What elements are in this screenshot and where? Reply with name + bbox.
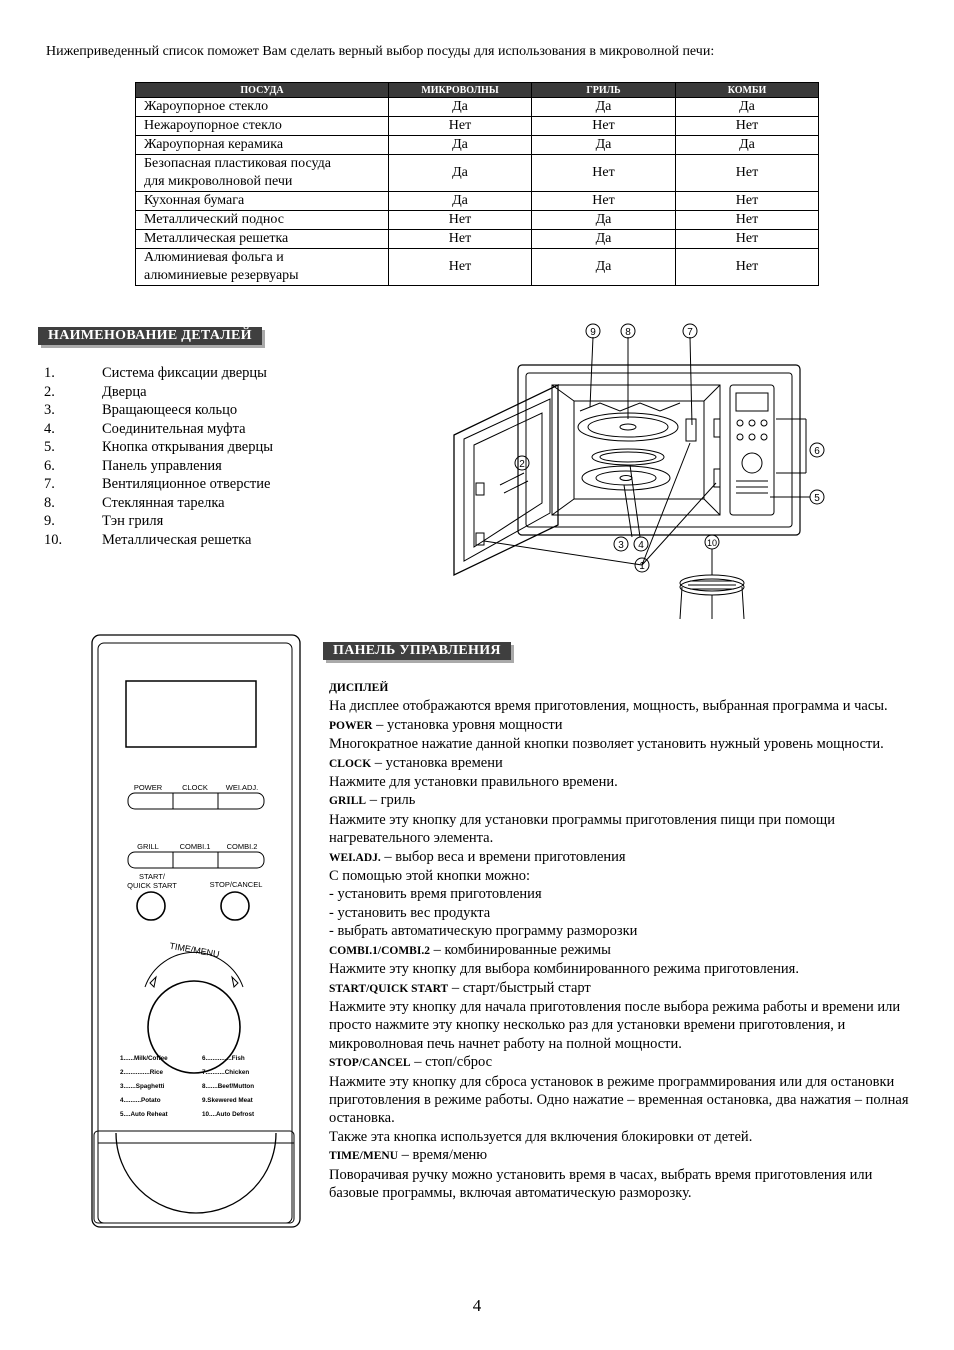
item-number: 7. [44, 476, 55, 492]
item-label: Вращающееся кольцо [102, 402, 238, 418]
item-label: Вентиляционное отверстие [102, 476, 271, 492]
col-header: КОМБИ [676, 83, 819, 98]
col-header: ПОСУДА [136, 83, 389, 98]
section-title: STOP/CANCEL – стоп/сброс [329, 1054, 493, 1071]
program-item: 1......Milk/Coffee [120, 1055, 168, 1062]
section-title: COMBI.1/COMBI.2 – комбинированные режимы [329, 941, 611, 958]
svg-text:4: 4 [638, 540, 644, 551]
item-label: Кнопка открывания дверцы [102, 439, 273, 455]
item-number: 2. [44, 383, 55, 400]
cell-ware: Металлическая решетка [136, 230, 389, 249]
section-title: WEI.ADJ. – выбор веса и времени приготовления [329, 848, 626, 865]
list-item [44, 494, 273, 513]
cell-ware: Жароупорная керамика [136, 136, 389, 155]
table-row [136, 98, 819, 117]
cell-ware-line: Безопасная пластиковая посуда [144, 156, 331, 171]
section-text: Нажмите эту кнопку для выбора комбинированного режима приготовления. [329, 961, 799, 978]
item-label: Дверца [102, 383, 147, 400]
svg-text:6: 6 [814, 446, 820, 457]
parts-list [44, 364, 273, 549]
table-header-row [136, 83, 819, 98]
cell-combi: Нет [676, 230, 819, 249]
list-item [44, 531, 273, 550]
svg-text:7: 7 [687, 327, 693, 338]
microwave-diagram [440, 315, 840, 625]
table-row [136, 249, 819, 286]
svg-text:1: 1 [639, 561, 645, 572]
program-item: 7...........Chicken [202, 1069, 250, 1076]
cell-combi: Нет [676, 155, 819, 192]
list-item [44, 475, 273, 494]
item-label: Система фиксации дверцы [102, 365, 267, 381]
program-item: 3.......Spaghetti [120, 1083, 165, 1090]
program-item: 4..........Potato [120, 1097, 161, 1104]
section-text: Нажмите для установки правильного времени. [329, 774, 618, 791]
cell-ware [136, 249, 389, 286]
control-descriptions [329, 678, 919, 1202]
cell-mw: Нет [389, 211, 532, 230]
section-text: Нажмите эту кнопку для сброса установок в режиме программирования или для остановки приготовления в режиме работы. Одно нажатие – временная остановка, два нажатия – полная остановка. [329, 1073, 909, 1127]
clock-button-label: CLOCK [182, 783, 208, 792]
list-item [44, 438, 273, 457]
list-item [44, 457, 273, 476]
cell-mw: Да [389, 98, 532, 117]
cell-combi: Нет [676, 211, 819, 230]
item-number: 4. [44, 420, 55, 437]
cell-ware: Жароупорное стекло [136, 98, 389, 117]
item-label: Соединительная муфта [102, 420, 246, 437]
cell-grill: Да [532, 211, 676, 230]
section-text: Также эта кнопка используется для включения блокировки от детей. [329, 1128, 753, 1145]
cell-ware-line: Алюминиевая фольга и [144, 250, 284, 265]
cell-mw: Нет [389, 249, 532, 286]
col-header: МИКРОВОЛНЫ [389, 83, 532, 98]
cell-ware: Кухонная бумага [136, 192, 389, 211]
cell-combi: Нет [676, 249, 819, 286]
combi2-button-label: COMBI.2 [226, 842, 258, 851]
parts-heading: НАИМЕНОВАНИЕ ДЕТАЛЕЙ [38, 327, 262, 345]
section-title: GRILL – гриль [329, 792, 416, 809]
section-text: - установить время приготовления [329, 886, 542, 903]
intro-text: Нижеприведенный список поможет Вам сделать верный выбор посуды для использования в микроволной печи: [46, 44, 715, 59]
cell-mw: Нет [389, 117, 532, 136]
program-item: 6...............Fish [202, 1055, 245, 1062]
svg-text:9: 9 [590, 327, 596, 338]
cell-mw: Да [389, 136, 532, 155]
time-menu-label: TIME/MENU [168, 940, 221, 960]
item-label: Тэн гриля [102, 513, 164, 529]
item-number: 5. [44, 439, 55, 455]
table-row [136, 211, 819, 230]
list-item [44, 383, 273, 402]
section-text: Нажмите эту кнопку для начала приготовления после выбора режима работы и времени или просто нажмите эту кнопку несколько раз для установки времени приготовления, и микроволновая печь начнет работу на полной мощности. [329, 998, 901, 1052]
section-text: Поворачивая ручку можно установить время в часах, выбрать время приготовления или базовые программы, включая автоматическую разморозку. [329, 1166, 873, 1201]
control-panel-drawing [90, 633, 304, 1231]
table-row [136, 117, 819, 136]
cell-combi: Да [676, 136, 819, 155]
svg-text:10: 10 [706, 538, 718, 548]
stop-label: STOP/CANCEL [209, 880, 263, 889]
section-title: CLOCK – установка времени [329, 754, 503, 771]
cell-ware: Нежароупорное стекло [136, 117, 389, 136]
cookware-table [135, 82, 819, 286]
control-panel-heading: ПАНЕЛЬ УПРАВЛЕНИЯ [323, 642, 511, 660]
section-text: - выбрать автоматическую программу разморозки [329, 923, 638, 940]
svg-text:3: 3 [618, 540, 624, 551]
program-item: 10....Auto Defrost [202, 1111, 255, 1118]
start-label-line1: START/ [139, 872, 165, 881]
cell-grill: Да [532, 98, 676, 117]
program-item: 5....Auto Reheat [120, 1111, 168, 1118]
item-label: Стеклянная тарелка [102, 494, 225, 511]
cell-mw: Нет [389, 230, 532, 249]
cell-ware: Металлический поднос [136, 211, 389, 230]
cell-grill: Да [532, 136, 676, 155]
section-text: Нажмите эту кнопку для установки программы приготовления пищи при помощи нагревательного элемента. [329, 811, 835, 847]
section-title: START/QUICK START – старт/быстрый старт [329, 979, 591, 996]
cell-ware [136, 155, 389, 192]
section-text: С помощью этой кнопки можно: [329, 868, 531, 885]
cell-mw: Да [389, 192, 532, 211]
cell-ware-line: алюминиевые резервуары [144, 268, 299, 283]
weight-adjust-button-label: WEI.ADJ. [225, 783, 259, 792]
cell-mw: Да [389, 155, 532, 192]
table-row [136, 155, 819, 192]
section-title: POWER – установка уровня мощности [329, 716, 563, 733]
program-item: 9.Skewered Meat [202, 1097, 253, 1104]
section-text: Многократное нажатие данной кнопки позволяет установить нужный уровень мощности. [329, 736, 884, 753]
list-item [44, 420, 273, 439]
cell-combi: Да [676, 98, 819, 117]
cell-combi: Нет [676, 117, 819, 136]
svg-text:2: 2 [519, 459, 525, 470]
cell-grill: Да [532, 230, 676, 249]
cell-grill: Нет [532, 117, 676, 136]
table-row [136, 230, 819, 249]
page-number: 4 [472, 1296, 482, 1315]
table-row [136, 192, 819, 211]
item-label: Металлическая решетка [102, 531, 252, 548]
program-item: 8.......Beef/Mutton [202, 1083, 255, 1090]
svg-text:8: 8 [625, 327, 631, 338]
item-number: 10. [44, 531, 63, 548]
power-button-label: POWER [133, 783, 163, 792]
item-number: 3. [44, 402, 55, 418]
program-item: 2...............Rice [120, 1069, 164, 1076]
grill-button-label: GRILL [137, 842, 159, 851]
section-text: - установить вес продукта [329, 904, 491, 921]
combi1-button-label: COMBI.1 [179, 842, 211, 851]
cell-grill: Да [532, 249, 676, 286]
item-number: 6. [44, 457, 55, 474]
section-text: На дисплее отображаются время приготовления, мощность, выбранная программа и часы. [329, 698, 888, 715]
svg-text:5: 5 [814, 493, 820, 504]
cell-grill: Нет [532, 155, 676, 192]
section-title: TIME/MENU – время/меню [329, 1147, 488, 1164]
item-label: Панель управления [102, 457, 222, 474]
cell-ware-line: для микроволновой печи [144, 174, 293, 189]
list-item [44, 512, 273, 531]
list-item [44, 364, 273, 383]
section-title: ДИСПЛЕЙ [329, 682, 389, 694]
table-row [136, 136, 819, 155]
col-header: ГРИЛЬ [532, 83, 676, 98]
item-number: 8. [44, 494, 55, 511]
cell-combi: Нет [676, 192, 819, 211]
cell-grill: Нет [532, 192, 676, 211]
item-number: 9. [44, 513, 55, 529]
start-label-line2: QUICK START [127, 881, 177, 890]
item-number: 1. [44, 365, 55, 381]
list-item [44, 401, 273, 420]
